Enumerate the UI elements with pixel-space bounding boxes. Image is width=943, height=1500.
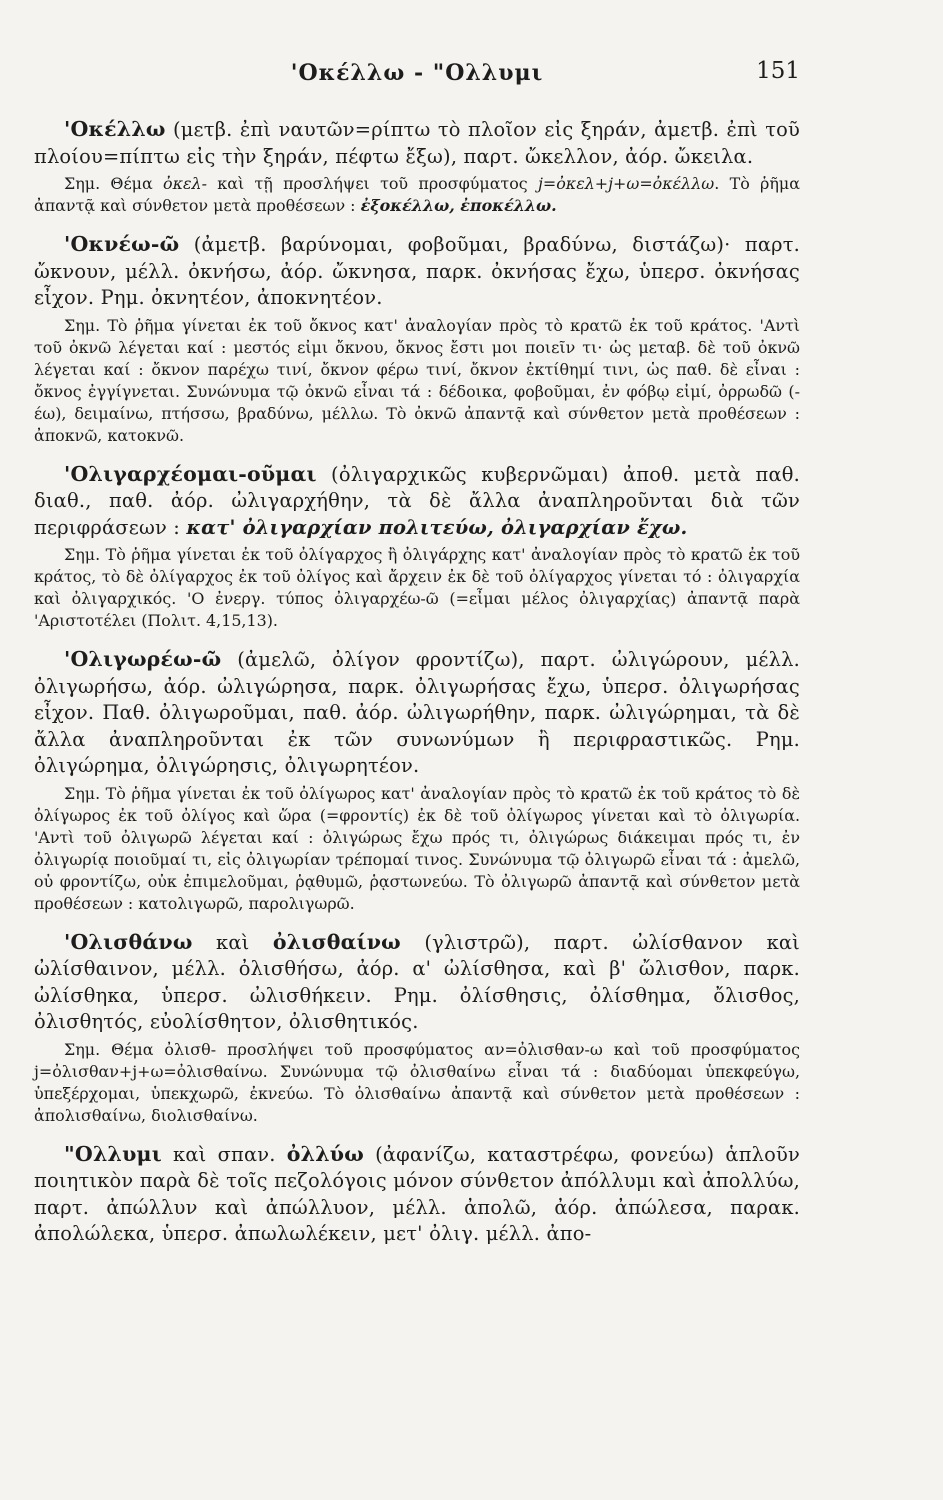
entry-okello — [34, 116, 800, 217]
lemma-ollymi: "Ολλυμι — [64, 1141, 162, 1166]
entry-olisthano-body: (γλιστρῶ), παρτ. ὠλίσθανον καὶ ὠλίσθαινον, μέλλ. ὀλισθήσω, ἀόρ. α' ὠλίσθησα, καὶ β' ὤλισθον, παρκ. ὠλίσθηκα, ὑπερσ. ὠλισθήκειν. Ρημ. ὀλίσθησις, ὀλίσθημα, ὄλισθος, ὀλισθητός, εὐολίσθητον, ὀλισθητικός. — [34, 930, 800, 1033]
note-okello-d: j=ὀκελ+j+ω=ὀκέλλω — [537, 174, 715, 193]
lemma-oligoreo: 'Ολιγωρέω-ῶ — [64, 647, 222, 671]
lemma-olisthaino: ὀλισθαίνω — [272, 929, 401, 954]
entry-oligarcheomai-phrase: κατ' ὀλιγαρχίαν πολιτεύω, ὀλιγαρχίαν ἔχω. — [186, 515, 688, 539]
entry-ollymi-text — [34, 1141, 800, 1248]
note-okello — [34, 173, 800, 217]
entry-oligarcheomai-text — [34, 461, 800, 542]
entry-olisthano-text — [34, 929, 800, 1036]
note-okneo — [34, 315, 800, 447]
note-okello-a: Σημ. Θέμα — [64, 174, 164, 193]
note-olisthano — [34, 1039, 800, 1127]
note-okello-b: ὀκελ- — [163, 174, 207, 193]
entry-ollymi-body: (ἀφανίζω, καταστρέφω, φονεύω) ἁπλοῦν ποιητικὸν παρὰ δὲ τοῖς πεζολόγοις μόνον σύνθετον ἀπόλλυμι καὶ ἀπολλύω, παρτ. ἀπώλλυν καὶ ἀπώλλυον, μέλλ. ἀπολῶ, ἀόρ. ἀπώλεσα, παρακ. ἀπολώλεκα, ὑπερσ. ἀπωλωλέκειν, μετ' ὀλιγ. μέλλ. ἀπο- — [34, 1142, 800, 1245]
entry-okneo — [34, 231, 800, 447]
entry-okneo-body: (ἀμετβ. βαρύνομαι, φοβοῦμαι, βραδύνω, διστάζω)· παρτ. ὤκνουν, μέλλ. ὀκνήσω, ἀόρ. ὤκνησα, παρκ. ὀκνήσας ἔχω, ὑπερσ. ὀκνήσας εἶχον. Ρημ. ὀκνητέον, ἀποκνητέον. — [34, 233, 800, 309]
lemma-olisthano: 'Ολισθάνω — [64, 929, 193, 954]
dictionary-page — [34, 52, 800, 1248]
note-okello-c: καὶ τῇ προσλήψει τοῦ προσφύματος — [207, 174, 538, 193]
entry-okello-text — [34, 116, 800, 170]
entry-ollymi — [34, 1141, 800, 1248]
note-oligoreo-text: Σημ. Τὸ ῥῆμα γίνεται ἐκ τοῦ ὀλίγωρος κατ' ἀναλογίαν πρὸς τὸ κρατῶ ἐκ τοῦ κράτος τὸ δὲ ὀλίγωρος ἐκ τοῦ ὀλίγος καὶ ὥρα (=φροντίς) ἐκ δὲ τοῦ ὀλίγωρος γίνεται καὶ τὸ ὀλιγωρία. 'Αντὶ τοῦ ὀλιγωρῶ λέγεται καί : ὀλιγώρως ἔχω πρός τι, ὀλιγώρως διάκειμαι πρός τι, ἐν ὀλιγωρίᾳ ποιοῦμαί τι, εἰς ὀλιγωρίαν τρέπομαί τινος. Συνώνυμα τῷ ὀλιγωρῶ εἶναι τά : ἀμελῶ, οὐ φροντίζω, οὐκ ἐπιμελοῦμαι, ῥᾳθυμῶ, ῥᾳστωνεύω. Τὸ ὀλιγωρῶ ἀπαντᾷ καὶ σύνθετον μετὰ προθέσεων : κατολιγωρῶ, παρολιγωρῶ. — [34, 783, 800, 913]
note-oligoreo — [34, 783, 800, 915]
entry-okneo-text — [34, 231, 800, 312]
entry-olisthano — [34, 929, 800, 1127]
lemma-okneo: 'Οκνέω-ῶ — [64, 232, 180, 256]
lemma-ollyo: ὀλλύω — [286, 1141, 364, 1166]
entry-oligoreo — [34, 646, 800, 915]
running-header — [34, 52, 800, 102]
note-oligarcheomai — [34, 544, 800, 632]
note-okello-e: . Τὸ ῥῆμα ἀπαντᾷ καὶ σύνθετον μετὰ προθέσεων : — [34, 174, 800, 215]
note-oligarcheomai-text: Σημ. Τὸ ῥῆμα γίνεται ἐκ τοῦ ὀλίγαρχος ἢ ὀλιγάρχης κατ' ἀναλογίαν πρὸς τὸ κρατῶ ἐκ τοῦ κράτος, τὸ δὲ ὀλίγαρχος ἐκ τοῦ ὀλίγος καὶ ἄρχειν ἐκ δὲ τοῦ ὀλίγαρχος γίνεται τό : ὀλιγαρχία καὶ ὀλιγαρχικός. 'Ο ἐνεργ. τύπος ὀλιγαρχέω-ῶ (=εἶμαι μέλος ὀλιγαρχίας) ἀπαντᾷ παρὰ 'Αριστοτέλει (Πολιτ. 4,15,13). — [34, 545, 800, 630]
note-okneo-text: Σημ. Τὸ ῥῆμα γίνεται ἐκ τοῦ ὄκνος κατ' ἀναλογίαν πρὸς τὸ κρατῶ ἐκ τοῦ κράτος. 'Αντὶ τοῦ ὀκνῶ λέγεται καί : μεστός εἰμι ὄκνου, ὄκνος ἔστι μοι ποιεῖν τι· ὡς μεταβ. δὲ τοῦ ὀκνῶ λέγεται καί : ὄκνον παρέχω τινί, ὄκνον φέρω τινί, ὄκνον ἐκτίθημί τινι, ὡς παθ. δὲ εἶναι : ὄκνος ἐγγίγνεται. Συνώνυμα τῷ ὀκνῶ εἶναι τά : δέδοικα, φοβοῦμαι, ἐν φόβῳ εἰμί, ὀρρωδῶ (-έω), δειμαίνω, πτήσσω, βραδύνω, μέλλω. Τὸ ὀκνῶ ἀπαντᾷ καὶ σύνθετον μετὰ προθέσεων : ἀποκνῶ, κατοκνῶ. — [34, 315, 800, 445]
entry-oligarcheomai-body: (ὀλιγαρχικῶς κυβερνῶμαι) ἀποθ. μετὰ παθ. διαθ., παθ. ἀόρ. ὠλιγαρχήθην, τὰ δὲ ἄλλα ἀναπληροῦνται διὰ τῶν περιφράσεων : — [34, 462, 800, 539]
note-okello-f: ἐξοκέλλω, ἐποκέλλω. — [360, 196, 557, 215]
entry-ollymi-join: καὶ σπαν. — [161, 1142, 287, 1166]
note-olisthano-text: Σημ. Θέμα ὀλισθ- προσλήψει τοῦ προσφύματος αν=ὀλισθαν-ω καὶ τοῦ προσφύματος j=ὀλισθαν+j+ω=ὀλισθαίνω. Συνώνυμα τῷ ὀλισθαίνω εἶναι τά : διαδύομαι ὑπεκφεύγω, ὑπεξέρχομαι, ὑπεκχωρῶ, ἐκνεύω. Τὸ ὀλισθαίνω ἀπαντᾷ καὶ σύνθετον μετὰ προθέσεων : ἀπολισθαίνω, διολισθαίνω. — [34, 1039, 800, 1125]
page-number: 151 — [756, 58, 800, 84]
entry-oligoreo-text — [34, 646, 800, 780]
entry-okello-body: (μετβ. ἐπὶ ναυτῶν=ρίπτω τὸ πλοῖον εἰς ξηράν, ἀμετβ. ἐπὶ τοῦ πλοίου=πίπτω εἰς τὴν ξηράν, πέφτω ἔξω), παρτ. ὤκελλον, ἀόρ. ὤκειλα. — [34, 118, 800, 168]
lemma-okello: 'Οκέλλω — [64, 117, 166, 141]
header-title: 'Οκέλλω - "Ολλυμι — [290, 60, 544, 86]
entry-olisthano-join: καὶ — [192, 930, 273, 954]
entry-oligoreo-body: (ἀμελῶ, ὀλίγον φροντίζω), παρτ. ὠλιγώρουν, μέλλ. ὀλιγωρήσω, ἀόρ. ὠλιγώρησα, παρκ. ὀλιγωρήσας ἔχω, ὑπερσ. ὀλιγωρήσας εἶχον. Παθ. ὀλιγωροῦμαι, παθ. ἀόρ. ὠλιγωρήθην, παρκ. ὠλιγώρημαι, τὰ δὲ ἄλλα ἀναπληροῦνται ἐκ τῶν συνωνύμων ἢ περιφραστικῶς. Ρημ. ὀλιγώρημα, ὀλιγώρησις, ὀλιγωρητέον. — [34, 648, 800, 777]
lemma-oligarcheomai: 'Ολιγαρχέομαι-οῦμαι — [64, 461, 317, 486]
entry-oligarcheomai — [34, 461, 800, 633]
note-okello-text — [34, 173, 800, 217]
